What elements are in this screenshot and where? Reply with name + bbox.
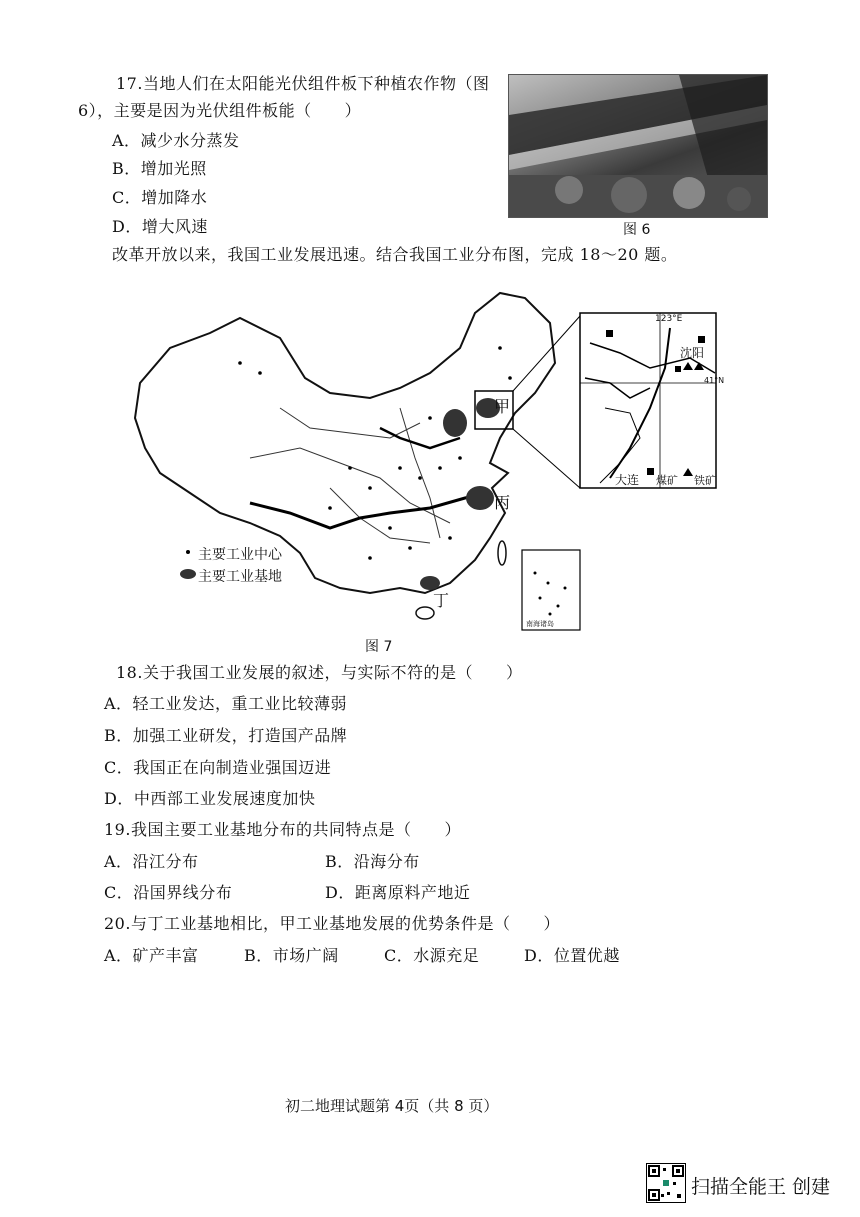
south-sea-inset-label: 南海诸岛 (526, 620, 554, 628)
q20-stem: 20.与丁工业基地相比，甲工业基地发展的优势条件是（ ） (104, 914, 560, 933)
q19-option-d: D．距离原料产地近 (325, 883, 471, 902)
figure6-caption: 图 6 (623, 222, 651, 238)
inset-city-dalian: 大连 (615, 473, 640, 487)
page-footer: 初二地理试题第 4页（共 8 页） (285, 1097, 499, 1115)
q17-stem-line2: 6），主要是因为光伏组件板能（ ） (78, 101, 362, 120)
solar-panel-photo (508, 74, 768, 218)
q17-option-d: D．增大风速 (112, 217, 208, 236)
map-label-bing: 丙 (494, 493, 511, 512)
legend-industry-base: 主要工业基地 (198, 569, 282, 585)
intro-text: 改革开放以来，我国工业发展迅速。结合我国工业分布图，完成 18～20 题。 (112, 245, 678, 264)
inset-latitude: 41°N (704, 376, 725, 385)
q18-option-c: C．我国正在向制造业强国迈进 (104, 758, 332, 777)
inset-city-shenyang: 沈阳 (680, 346, 705, 360)
q19-option-b: B．沿海分布 (325, 852, 420, 871)
q19-option-a: A．沿江分布 (104, 852, 199, 871)
q17-option-c: C．增加降水 (112, 188, 208, 207)
q18-stem: 18.关于我国工业发展的叙述，与实际不符的是（ ） (116, 663, 523, 682)
q18-option-a: A．轻工业发达，重工业比较薄弱 (104, 694, 348, 713)
q18-option-d: D．中西部工业发展速度加快 (104, 789, 316, 808)
scanner-watermark-text: 扫描全能王 创建 (691, 1176, 831, 1198)
map-label-ding: 丁 (433, 591, 450, 610)
map-label-jia: 甲 (494, 397, 511, 416)
legend-industry-center: 主要工业中心 (198, 547, 282, 563)
q19-stem: 19.我国主要工业基地分布的共同特点是（ ） (104, 820, 461, 839)
q20-option-d: D．位置优越 (524, 946, 620, 965)
q20-option-b: B．市场广阔 (244, 946, 339, 965)
qr-code-icon (646, 1163, 686, 1203)
q17-stem-line1: 17.当地人们在太阳能光伏组件板下种植农作物（图 (116, 74, 490, 93)
q17-option-a: A．减少水分蒸发 (112, 131, 240, 150)
inset-longitude: 123°E (655, 314, 683, 324)
figure7-caption: 图 7 (365, 639, 393, 655)
q20-option-a: A．矿产丰富 (104, 946, 199, 965)
q18-option-b: B．加强工业研发，打造国产品牌 (104, 726, 348, 745)
inset-legend-iron: 铁矿 (694, 474, 716, 487)
q20-option-c: C．水源充足 (384, 946, 480, 965)
q19-option-c: C．沿国界线分布 (104, 883, 233, 902)
q17-option-b: B．增加光照 (112, 159, 207, 178)
inset-legend-coal: 煤矿 (656, 474, 678, 487)
